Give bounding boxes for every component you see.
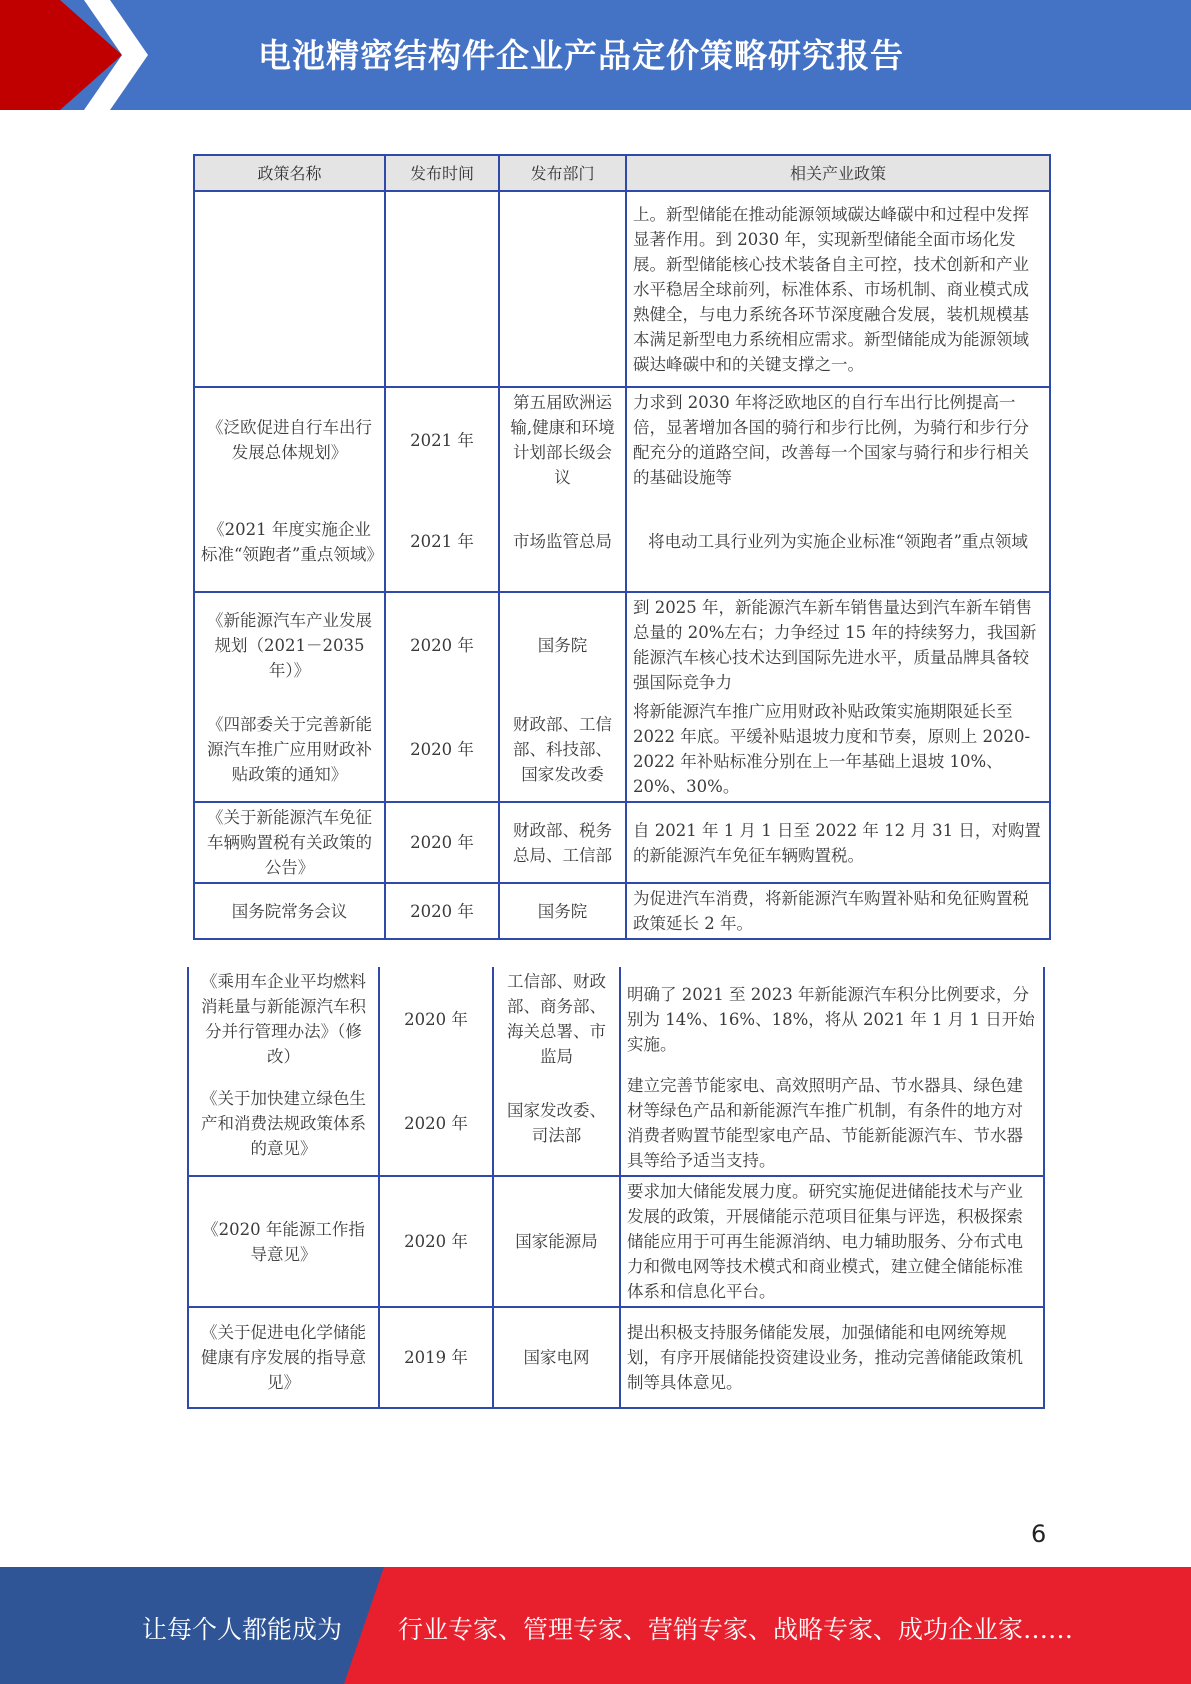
table-row xyxy=(194,492,1050,592)
cell-name: 《四部委关于完善新能源汽车推广应用财政补贴政策的通知》 xyxy=(194,697,385,802)
table-row xyxy=(194,191,1050,387)
cell-dept: 国务院 xyxy=(499,883,626,939)
cell-name: 《2020 年能源工作指导意见》 xyxy=(188,1176,379,1307)
cell-name xyxy=(194,191,385,387)
cell-policy: 将电动工具行业列为实施企业标准“领跑者”重点领域 xyxy=(626,492,1050,592)
header-red-chevron xyxy=(0,0,150,110)
cell-name: 《关于促进电化学储能健康有序发展的指导意见》 xyxy=(188,1307,379,1408)
table-row xyxy=(188,1307,1044,1408)
cell-date: 2020 年 xyxy=(379,1176,493,1307)
col-header-policy: 相关产业政策 xyxy=(626,155,1050,191)
cell-date: 2020 年 xyxy=(385,802,499,883)
cell-dept: 国家发改委、司法部 xyxy=(493,1071,620,1176)
cell-date: 2021 年 xyxy=(385,492,499,592)
table-row xyxy=(194,883,1050,939)
cell-policy: 要求加大储能发展力度。研究实施促进储能技术与产业发展的政策，开展储能示范项目征集与评选，积极探索储能应用于可再生能源消纳、电力辅助服务、分布式电力和微电网等技术模式和商业模式，建立健全储能标准体系和信息化平台。 xyxy=(620,1176,1044,1307)
cell-date: 2021 年 xyxy=(385,387,499,492)
footer-slogan-right: 行业专家、管理专家、营销专家、战略专家、成功企业家…… xyxy=(398,1615,1074,1644)
table-row xyxy=(194,387,1050,492)
policy-table-part2 xyxy=(187,967,1045,1409)
cell-dept: 国务院 xyxy=(499,592,626,697)
page-footer xyxy=(0,1567,1191,1684)
cell-name: 《关于加快建立绿色生产和消费法规政策体系的意见》 xyxy=(188,1071,379,1176)
table-row xyxy=(194,697,1050,802)
cell-date: 2020 年 xyxy=(385,592,499,697)
cell-date: 2020 年 xyxy=(379,1071,493,1176)
cell-name: 国务院常务会议 xyxy=(194,883,385,939)
cell-name: 《关于新能源汽车免征车辆购置税有关政策的公告》 xyxy=(194,802,385,883)
page-header xyxy=(0,0,1191,110)
cell-date: 2020 年 xyxy=(379,967,493,1071)
cell-dept: 第五届欧洲运输,健康和环境计划部长级会议 xyxy=(499,387,626,492)
table-row xyxy=(188,1176,1044,1307)
col-header-name: 政策名称 xyxy=(194,155,385,191)
cell-date: 2020 年 xyxy=(385,883,499,939)
cell-dept: 国家电网 xyxy=(493,1307,620,1408)
cell-name: 《2021 年度实施企业标准“领跑者”重点领域》 xyxy=(194,492,385,592)
cell-policy: 明确了 2021 至 2023 年新能源汽车积分比例要求，分别为 14%、16%、18%，将从 2021 年 1 月 1 日开始实施。 xyxy=(620,967,1044,1071)
cell-dept: 国家能源局 xyxy=(493,1176,620,1307)
table-row xyxy=(188,967,1044,1071)
cell-name: 《乘用车企业平均燃料消耗量与新能源汽车积分并行管理办法》（修改） xyxy=(188,967,379,1071)
policy-table-part1 xyxy=(193,154,1051,940)
cell-policy: 到 2025 年，新能源汽车新车销售量达到汽车新车销售总量的 20%左右；力争经过 15 年的持续努力，我国新能源汽车核心技术达到国际先进水平，质量品牌具备较强国际竞争力 xyxy=(626,592,1050,697)
report-title: 电池精密结构件企业产品定价策略研究报告 xyxy=(258,36,904,75)
footer-slogan-left: 让每个人都能成为 xyxy=(142,1615,343,1644)
table-row xyxy=(194,802,1050,883)
cell-policy: 上。新型储能在推动能源领域碳达峰碳中和过程中发挥显著作用。到 2030 年，实现新型储能全面市场化发展。新型储能核心技术装备自主可控，技术创新和产业水平稳居全球前列，标准体系、市场机制、商业模式成熟健全，与电力系统各环节深度融合发展，装机规模基本满足新型电力系统相应需求。新型储能成为能源领域碳达峰碳中和的关键支撑之一。 xyxy=(626,191,1050,387)
col-header-dept: 发布部门 xyxy=(499,155,626,191)
cell-dept: 工信部、财政部、商务部、海关总署、市监局 xyxy=(493,967,620,1071)
cell-name: 《新能源汽车产业发展规划（2021－2035 年）》 xyxy=(194,592,385,697)
cell-dept: 财政部、税务总局、工信部 xyxy=(499,802,626,883)
table-header-row xyxy=(194,155,1050,191)
cell-date: 2019 年 xyxy=(379,1307,493,1408)
col-header-date: 发布时间 xyxy=(385,155,499,191)
table-row xyxy=(194,592,1050,697)
cell-policy: 建立完善节能家电、高效照明产品、节水器具、绿色建材等绿色产品和新能源汽车推广机制，有条件的地方对消费者购置节能型家电产品、节能新能源汽车、节水器具等给予适当支持。 xyxy=(620,1071,1044,1176)
cell-name: 《泛欧促进自行车出行发展总体规划》 xyxy=(194,387,385,492)
page-number: 6 xyxy=(1031,1520,1047,1548)
cell-policy: 力求到 2030 年将泛欧地区的自行车出行比例提高一倍，显著增加各国的骑行和步行比例，为骑行和步行分配充分的道路空间，改善每一个国家与骑行和步行相关的基础设施等 xyxy=(626,387,1050,492)
cell-dept: 财政部、工信部、科技部、国家发改委 xyxy=(499,697,626,802)
cell-dept xyxy=(499,191,626,387)
cell-policy: 提出积极支持服务储能发展，加强储能和电网统筹规划，有序开展储能投资建设业务，推动完善储能政策机制等具体意见。 xyxy=(620,1307,1044,1408)
cell-policy: 自 2021 年 1 月 1 日至 2022 年 12 月 31 日，对购置的新能源汽车免征车辆购置税。 xyxy=(626,802,1050,883)
table-row xyxy=(188,1071,1044,1176)
cell-date: 2020 年 xyxy=(385,697,499,802)
cell-policy: 将新能源汽车推广应用财政补贴政策实施期限延长至 2022 年底。平缓补贴退坡力度和节奏，原则上 2020-2022 年补贴标准分别在上一年基础上退坡 10%、20%、30%。 xyxy=(626,697,1050,802)
cell-dept: 市场监管总局 xyxy=(499,492,626,592)
cell-date xyxy=(385,191,499,387)
cell-policy: 为促进汽车消费，将新能源汽车购置补贴和免征购置税政策延长 2 年。 xyxy=(626,883,1050,939)
